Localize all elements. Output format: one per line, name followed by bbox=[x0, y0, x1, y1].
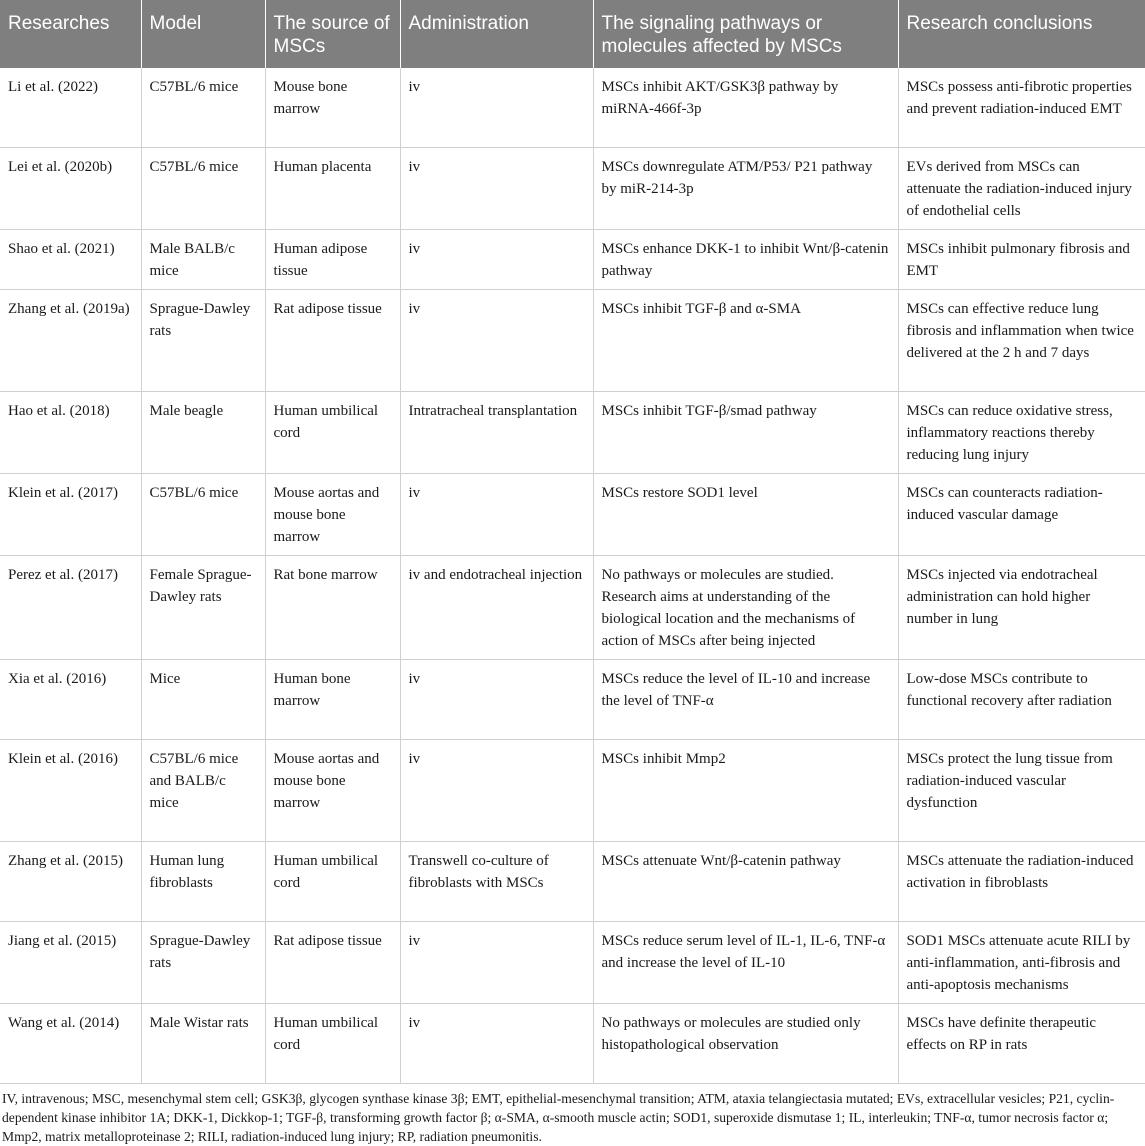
cell-conclusion: MSCs have definite therapeutic effects on RP in rats bbox=[898, 1004, 1145, 1084]
cell-model: Human lung fibroblasts bbox=[141, 842, 265, 922]
cell-pathway: MSCs reduce the level of IL-10 and increase the level of TNF-α bbox=[593, 660, 898, 740]
cell-conclusion: MSCs inhibit pulmonary fibrosis and EMT bbox=[898, 230, 1145, 290]
cell-pathway: MSCs inhibit TGF-β/smad pathway bbox=[593, 392, 898, 474]
cell-model: Mice bbox=[141, 660, 265, 740]
table-row bbox=[0, 556, 1145, 660]
cell-administration: iv bbox=[400, 740, 593, 842]
cell-source: Human adipose tissue bbox=[265, 230, 400, 290]
table-footnote: IV, intravenous; MSC, mesenchymal stem cell; GSK3β, glycogen synthase kinase 3β; EMT, epithelial-mesenchymal transition; ATM, ataxia telangiectasia mutated; EVs, extracellular vesicles; P21, cyclin-dependent kinase inhibitor 1A; DKK-1, Dickkop-1; TGF-β, transforming growth factor β; α-SMA, α-smooth muscle actin; SOD1, superoxide dismutase 1; IL, interleukin; TNF-α, tumor necrosis factor α; Mmp2, matrix metalloproteinase 2; RILI, radiation-induced lung injury; RP, radiation pneumonitis. bbox=[2, 1091, 1115, 1144]
cell-pathway: MSCs inhibit AKT/GSK3β pathway by miRNA-466f-3p bbox=[593, 68, 898, 148]
cell-pathway: MSCs attenuate Wnt/β-catenin pathway bbox=[593, 842, 898, 922]
cell-pathway: No pathways or molecules are studied. Research aims at understanding of the biological location and the mechanisms of action of MSCs after being injected bbox=[593, 556, 898, 660]
cell-conclusion: EVs derived from MSCs can attenuate the radiation-induced injury of endothelial cells bbox=[898, 148, 1145, 230]
header-pathways: The signaling pathways or molecules affected by MSCs bbox=[593, 0, 898, 68]
cell-pathway: MSCs reduce serum level of IL-1, IL-6, TNF-α and increase the level of IL-10 bbox=[593, 922, 898, 1004]
cell-source: Human umbilical cord bbox=[265, 1004, 400, 1084]
cell-model: Male Wistar rats bbox=[141, 1004, 265, 1084]
table-row bbox=[0, 474, 1145, 556]
header-researches: Researches bbox=[0, 0, 141, 68]
cell-source: Human umbilical cord bbox=[265, 842, 400, 922]
table-row bbox=[0, 68, 1145, 148]
cell-model: C57BL/6 mice bbox=[141, 474, 265, 556]
cell-research: Zhang et al. (2015) bbox=[0, 842, 141, 922]
cell-source: Rat adipose tissue bbox=[265, 290, 400, 392]
cell-model: Sprague-Dawley rats bbox=[141, 922, 265, 1004]
cell-source: Human placenta bbox=[265, 148, 400, 230]
header-row bbox=[0, 0, 1145, 68]
cell-conclusion: Low-dose MSCs contribute to functional recovery after radiation bbox=[898, 660, 1145, 740]
cell-research: Zhang et al. (2019a) bbox=[0, 290, 141, 392]
cell-source: Rat adipose tissue bbox=[265, 922, 400, 1004]
cell-administration: iv bbox=[400, 68, 593, 148]
cell-model: C57BL/6 mice bbox=[141, 68, 265, 148]
cell-research: Klein et al. (2016) bbox=[0, 740, 141, 842]
table-row bbox=[0, 922, 1145, 1004]
cell-pathway: MSCs restore SOD1 level bbox=[593, 474, 898, 556]
cell-research: Hao et al. (2018) bbox=[0, 392, 141, 474]
cell-administration: iv bbox=[400, 148, 593, 230]
cell-research: Xia et al. (2016) bbox=[0, 660, 141, 740]
table-row bbox=[0, 148, 1145, 230]
cell-conclusion: MSCs can counteracts radiation-induced vascular damage bbox=[898, 474, 1145, 556]
cell-pathway: MSCs enhance DKK-1 to inhibit Wnt/β-catenin pathway bbox=[593, 230, 898, 290]
cell-model: Male beagle bbox=[141, 392, 265, 474]
cell-conclusion: MSCs can effective reduce lung fibrosis and inflammation when twice delivered at the 2 h and 7 days bbox=[898, 290, 1145, 392]
cell-conclusion: MSCs possess anti-fibrotic properties and prevent radiation-induced EMT bbox=[898, 68, 1145, 148]
cell-source: Mouse aortas and mouse bone marrow bbox=[265, 740, 400, 842]
cell-administration: Transwell co-culture of fibroblasts with MSCs bbox=[400, 842, 593, 922]
table-row bbox=[0, 842, 1145, 922]
cell-pathway: MSCs inhibit Mmp2 bbox=[593, 740, 898, 842]
cell-model: Female Sprague-Dawley rats bbox=[141, 556, 265, 660]
cell-research: Li et al. (2022) bbox=[0, 68, 141, 148]
cell-pathway: No pathways or molecules are studied only histopathological observation bbox=[593, 1004, 898, 1084]
header-source: The source of MSCs bbox=[265, 0, 400, 68]
cell-administration: iv bbox=[400, 230, 593, 290]
cell-research: Wang et al. (2014) bbox=[0, 1004, 141, 1084]
table-row bbox=[0, 230, 1145, 290]
cell-source: Mouse bone marrow bbox=[265, 68, 400, 148]
table-row bbox=[0, 290, 1145, 392]
cell-source: Mouse aortas and mouse bone marrow bbox=[265, 474, 400, 556]
table-row bbox=[0, 740, 1145, 842]
table-row bbox=[0, 392, 1145, 474]
cell-administration: iv bbox=[400, 922, 593, 1004]
header-model: Model bbox=[141, 0, 265, 68]
cell-source: Human bone marrow bbox=[265, 660, 400, 740]
cell-research: Klein et al. (2017) bbox=[0, 474, 141, 556]
cell-administration: iv bbox=[400, 474, 593, 556]
header-conclusions: Research conclusions bbox=[898, 0, 1145, 68]
cell-conclusion: MSCs injected via endotracheal administration can hold higher number in lung bbox=[898, 556, 1145, 660]
cell-pathway: MSCs inhibit TGF-β and α-SMA bbox=[593, 290, 898, 392]
cell-conclusion: SOD1 MSCs attenuate acute RILI by anti-inflammation, anti-fibrosis and anti-apoptosis mechanisms bbox=[898, 922, 1145, 1004]
cell-model: C57BL/6 mice and BALB/c mice bbox=[141, 740, 265, 842]
cell-administration: iv and endotracheal injection bbox=[400, 556, 593, 660]
cell-administration: iv bbox=[400, 290, 593, 392]
cell-research: Lei et al. (2020b) bbox=[0, 148, 141, 230]
cell-research: Jiang et al. (2015) bbox=[0, 922, 141, 1004]
cell-model: C57BL/6 mice bbox=[141, 148, 265, 230]
cell-conclusion: MSCs can reduce oxidative stress, inflammatory reactions thereby reducing lung injury bbox=[898, 392, 1145, 474]
cell-source: Rat bone marrow bbox=[265, 556, 400, 660]
cell-research: Perez et al. (2017) bbox=[0, 556, 141, 660]
table-row bbox=[0, 1004, 1145, 1084]
cell-conclusion: MSCs protect the lung tissue from radiation-induced vascular dysfunction bbox=[898, 740, 1145, 842]
table-row bbox=[0, 660, 1145, 740]
cell-research: Shao et al. (2021) bbox=[0, 230, 141, 290]
cell-model: Sprague-Dawley rats bbox=[141, 290, 265, 392]
cell-administration: iv bbox=[400, 660, 593, 740]
cell-pathway: MSCs downregulate ATM/P53/ P21 pathway by miR-214-3p bbox=[593, 148, 898, 230]
header-administration: Administration bbox=[400, 0, 593, 68]
cell-conclusion: MSCs attenuate the radiation-induced activation in fibroblasts bbox=[898, 842, 1145, 922]
cell-administration: Intratracheal transplantation bbox=[400, 392, 593, 474]
cell-model: Male BALB/c mice bbox=[141, 230, 265, 290]
cell-source: Human umbilical cord bbox=[265, 392, 400, 474]
cell-administration: iv bbox=[400, 1004, 593, 1084]
